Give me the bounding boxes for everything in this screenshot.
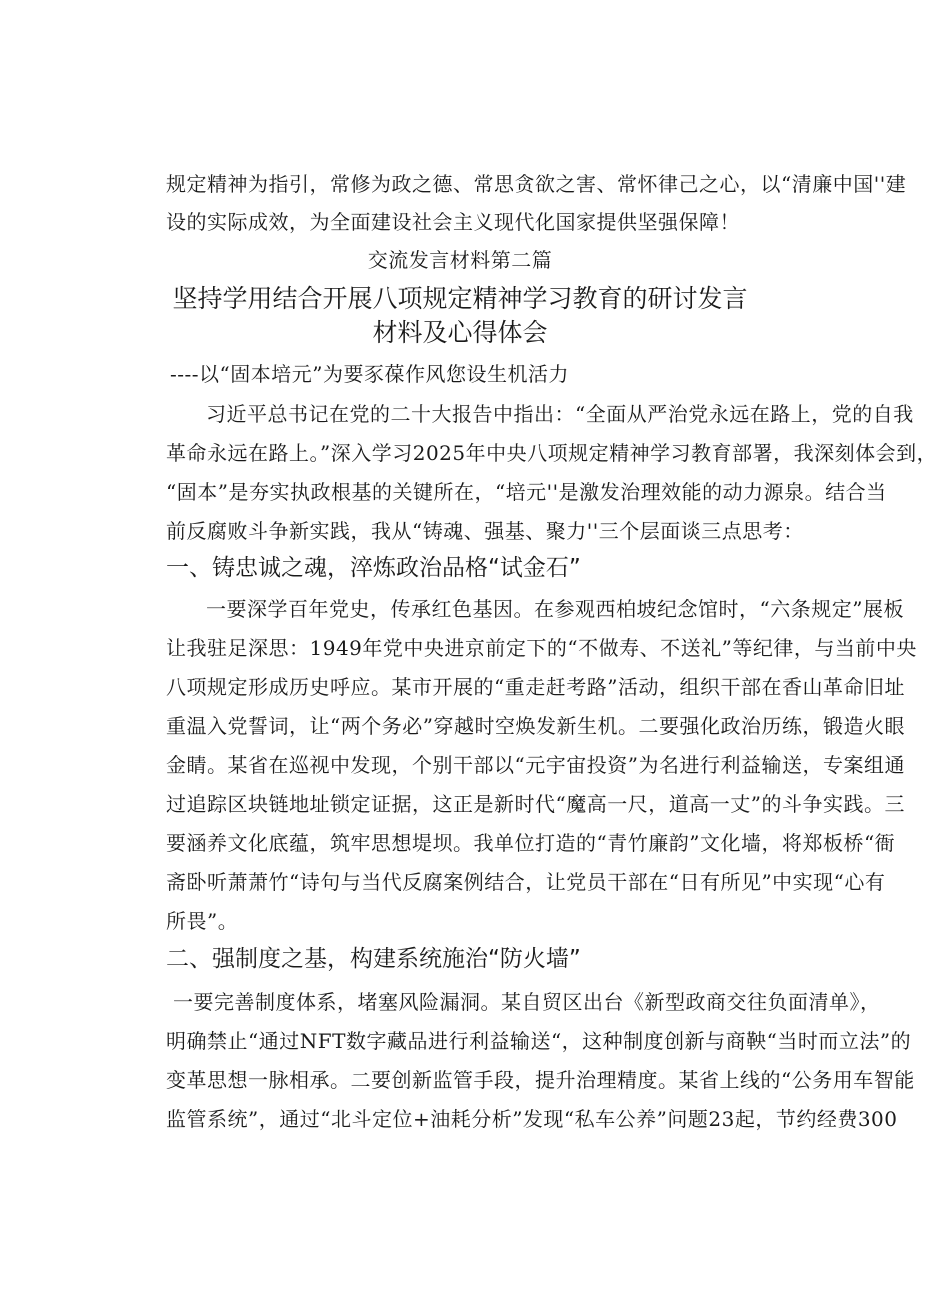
para3-line-3: 变革思想一脉相承。二要创新监管手段，提升治理精度。某省上线的“公务用车智能 xyxy=(166,1068,915,1092)
para2-line-7: 要涵养文化底蕴，筑牢思想堤坝。我单位打造的“青竹廉韵”文化墙，将郑板桥“衙 xyxy=(166,831,896,855)
para3-line-4: 监管系统”，通过“北斗定位+油耗分析”发现“私车公养”问题23起，节约经费300 xyxy=(166,1107,898,1131)
section-label: 交流发言材料第二篇 xyxy=(367,248,553,272)
section-heading-1: 一、铸忠诚之魂，淬炼政治品格“试金石” xyxy=(166,555,581,581)
para2-line-2: 让我驻足深思：1949年党中央进京前定下的“不做寿、不送礼”等纪律，与当前中央 xyxy=(166,636,917,660)
para2-line-8: 斋卧听萧萧竹“诗句与当代反腐案例结合，让党员干部在“日有所见”中实现“心有 xyxy=(166,870,886,894)
para3-line-2: 明确禁止“通过NFT数字藏品进行利益输送“，这种制度创新与商鞅“当时而立法”的 xyxy=(166,1029,912,1053)
para1-line-2: 革命永远在路上。”深入学习2025年中央八项规定精神学习教育部署，我深刻体会到， xyxy=(166,441,937,465)
para1-line-4: 前反腐败斗争新实践，我从“铸魂、强基、聚力''三个层面谈三点思考： xyxy=(166,519,804,543)
para2-line-5: 金睛。某省在巡视中发现，个别干部以“元宇宙投资”为名进行利益输送，专案组通 xyxy=(166,753,905,777)
para3-line-1: 一要完善制度体系，堵塞风险漏洞。某自贸区出台《新型政商交往负面清单》， xyxy=(173,990,881,1014)
document-title-line-2: 材料及心得体会 xyxy=(372,318,548,347)
para1-line-3: “固本”是夯实执政根基的关键所在，“培元''是激发治理效能的动力源泉。结合当 xyxy=(166,480,887,504)
para2-line-6: 过追踪区块链地址锁定证据，这正是新时代“魔高一尺，道高一丈”的斗争实践。三 xyxy=(166,792,905,816)
document-title-line-1: 坚持学用结合开展八项规定精神学习教育的研讨发言 xyxy=(172,284,748,313)
para2-line-1: 一要深学百年党史，传承红色基因。在参观西柏坡纪念馆时，“六条规定”展板 xyxy=(206,597,904,621)
para2-line-4: 重温入党誓词，让“两个务必”穿越时空焕发新生机。二要强化政治历练，锻造火眼 xyxy=(166,714,905,738)
para2-line-9: 所畏”。 xyxy=(166,909,239,933)
intro-line-2: 设的实际成效，为全面建设社会主义现代化国家提供坚强保障！ xyxy=(166,210,740,234)
section-heading-2: 二、强制度之基，构建系统施治“防火墙” xyxy=(166,946,581,972)
para2-line-3: 八项规定形成历史呼应。某市开展的“重走赶考路”活动，组织干部在香山革命旧址 xyxy=(166,675,905,699)
para1-line-1: 习近平总书记在党的二十大报告中指出：“全面从严治党永远在路上，党的自我 xyxy=(206,402,914,426)
intro-line-1: 规定精神为指引，常修为政之德、常思贪欲之害、常怀律己之心，以“清廉中国''建 xyxy=(166,172,907,196)
document-subtitle: ----以“固本培元”为要豕葆作风您设生机活力 xyxy=(170,362,569,386)
